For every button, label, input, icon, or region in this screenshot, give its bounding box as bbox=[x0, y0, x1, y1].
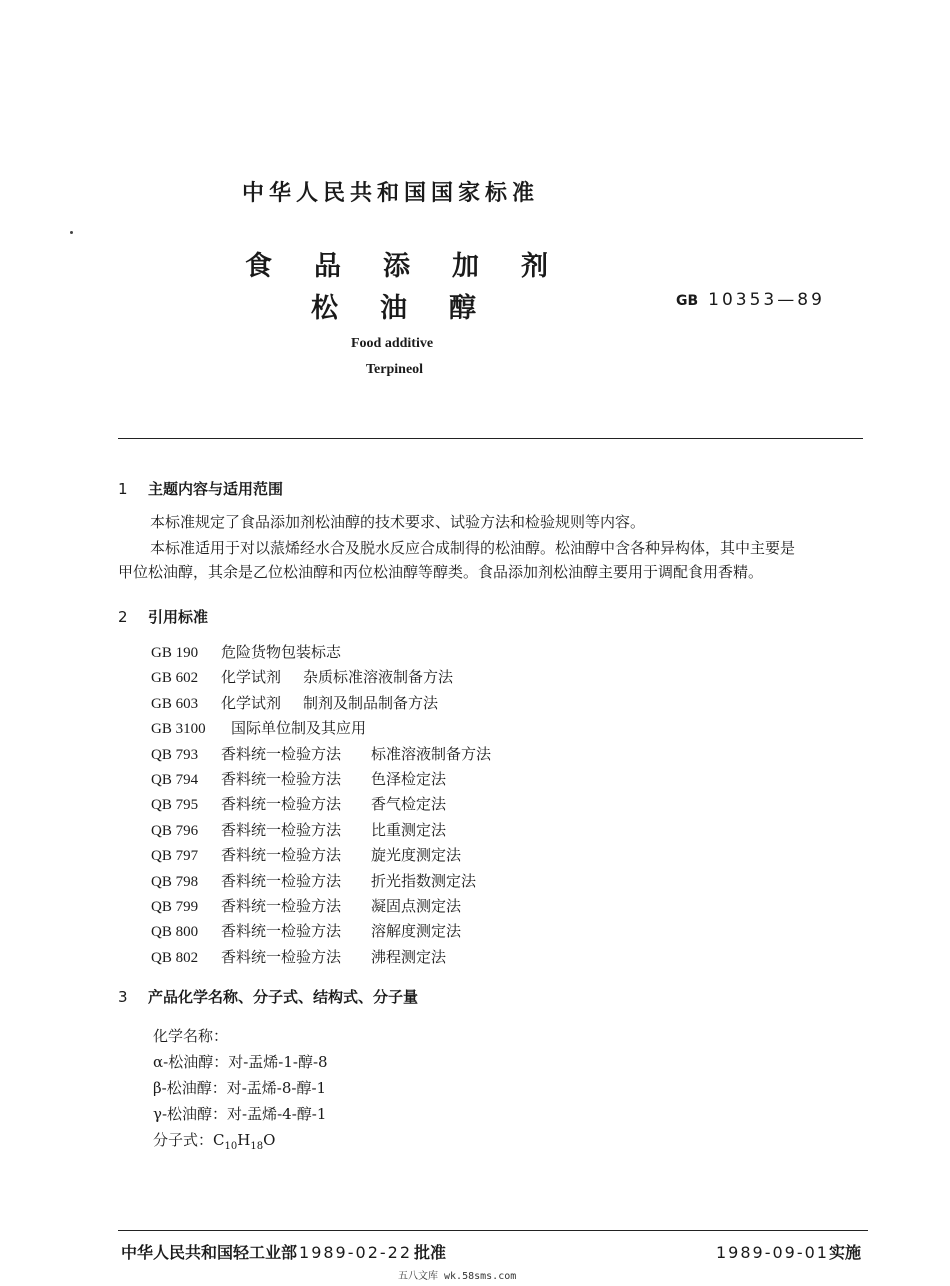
reference-title: 香料统一检验方法 bbox=[221, 896, 342, 915]
standard-code-number: 10353—89 bbox=[708, 290, 825, 310]
standard-category: 中华人民共和国国家标准 bbox=[242, 181, 540, 206]
reference-item bbox=[151, 792, 491, 817]
reference-code: QB 795 bbox=[151, 797, 199, 814]
reference-title: 香料统一检验方法 bbox=[221, 769, 342, 788]
reference-code: QB 800 bbox=[151, 924, 199, 941]
reference-title: 化学试剂 bbox=[221, 693, 282, 712]
reference-title: 国际单位制及其应用 bbox=[231, 719, 367, 738]
reference-subtitle: 标准溶液制备方法 bbox=[371, 744, 492, 763]
reference-subtitle: 沸程测定法 bbox=[371, 947, 447, 966]
title-char: 醇 bbox=[449, 293, 476, 324]
formula-c-sub: 10 bbox=[224, 1141, 238, 1152]
reference-subtitle: 杂质标准溶液制备方法 bbox=[303, 668, 454, 687]
chemical-name-label: 化学名称： bbox=[153, 1027, 229, 1045]
reference-code: GB 3100 bbox=[151, 721, 206, 738]
scan-speck bbox=[70, 231, 73, 234]
reference-subtitle: 比重测定法 bbox=[371, 820, 447, 839]
reference-code: QB 794 bbox=[151, 771, 199, 788]
reference-item bbox=[151, 691, 491, 716]
reference-subtitle: 香气检定法 bbox=[371, 795, 447, 814]
reference-subtitle: 溶解度测定法 bbox=[371, 922, 462, 941]
paragraph-line: 本标准规定了食品添加剂松油醇的技术要求、试验方法和检验规则等内容。 bbox=[150, 513, 646, 531]
reference-title: 香料统一检验方法 bbox=[221, 846, 342, 865]
section-3-heading bbox=[118, 986, 418, 1007]
english-title-2: Terpineol bbox=[366, 362, 424, 377]
approver: 中华人民共和国轻工业部 bbox=[121, 1243, 298, 1262]
reference-item bbox=[151, 640, 491, 665]
reference-subtitle: 色泽检定法 bbox=[371, 769, 447, 788]
reference-subtitle: 旋光度测定法 bbox=[371, 846, 462, 865]
section-1-heading bbox=[118, 478, 283, 499]
reference-list bbox=[151, 640, 491, 970]
reference-code: GB 603 bbox=[151, 695, 199, 712]
reference-code: QB 799 bbox=[151, 898, 199, 915]
formula-label: 分子式： bbox=[153, 1131, 214, 1149]
formula-o: O bbox=[263, 1131, 276, 1149]
reference-title: 香料统一检验方法 bbox=[221, 744, 342, 763]
section-1-paragraph-2 bbox=[118, 536, 863, 584]
reference-subtitle: 制剂及制品制备方法 bbox=[303, 693, 439, 712]
header-divider bbox=[118, 438, 863, 439]
reference-title: 香料统一检验方法 bbox=[221, 947, 342, 966]
reference-title: 香料统一检验方法 bbox=[221, 795, 342, 814]
reference-code: GB 602 bbox=[151, 670, 199, 687]
formula-c: C bbox=[213, 1131, 225, 1149]
standard-code-prefix: GB bbox=[676, 293, 699, 309]
section-number: 1 bbox=[118, 480, 128, 498]
standard-code bbox=[676, 290, 825, 310]
reference-title: 化学试剂 bbox=[221, 668, 282, 687]
title-char: 食 bbox=[245, 251, 272, 282]
approval-word: 批准 bbox=[414, 1243, 447, 1262]
reference-item bbox=[151, 894, 491, 919]
section-title: 主题内容与适用范围 bbox=[148, 480, 284, 498]
reference-item bbox=[151, 919, 491, 944]
formula-h: H bbox=[237, 1131, 251, 1149]
title-chinese-line2 bbox=[311, 286, 518, 325]
reference-code: GB 190 bbox=[151, 645, 199, 661]
reference-item bbox=[151, 665, 491, 690]
section-number: 2 bbox=[118, 608, 128, 626]
reference-subtitle: 折光指数测定法 bbox=[371, 871, 477, 890]
reference-code: QB 802 bbox=[151, 949, 199, 966]
reference-title: 危险货物包装标志 bbox=[221, 643, 342, 661]
reference-item bbox=[151, 767, 491, 792]
alpha-terpineol: α-松油醇：对-盂烯-1-醇-8 bbox=[153, 1053, 328, 1071]
title-chinese-line1 bbox=[245, 244, 590, 283]
reference-item bbox=[151, 945, 491, 970]
approval-line bbox=[121, 1240, 446, 1263]
title-char: 油 bbox=[380, 293, 407, 324]
reference-item bbox=[151, 818, 491, 843]
reference-code: QB 798 bbox=[151, 873, 199, 890]
title-char: 松 bbox=[311, 293, 338, 324]
reference-title: 香料统一检验方法 bbox=[221, 922, 342, 941]
molecular-formula bbox=[153, 1127, 328, 1153]
section-title: 引用标准 bbox=[148, 608, 209, 626]
watermark: 五八文库 wk.58sms.com bbox=[398, 1271, 517, 1282]
section-1-paragraph-1 bbox=[118, 510, 863, 534]
section-2-heading bbox=[118, 606, 208, 627]
paragraph-line: 本标准适用于对以蒎烯经水合及脱水反应合成制得的松油醇。松油醇中含各种异构体，其中主要是 bbox=[150, 539, 796, 557]
chemical-info bbox=[153, 1023, 328, 1153]
title-char: 添 bbox=[383, 251, 410, 282]
paragraph-line: 甲位松油醇，其余是乙位松油醇和丙位松油醇等醇类。食品添加剂松油醇主要用于调配食用香精。 bbox=[118, 563, 764, 581]
section-number: 3 bbox=[118, 988, 128, 1006]
gamma-terpineol: γ-松油醇：对-盂烯-4-醇-1 bbox=[153, 1105, 327, 1123]
reference-item bbox=[151, 843, 491, 868]
title-char: 加 bbox=[452, 251, 479, 282]
effective-word: 实施 bbox=[828, 1243, 861, 1262]
reference-code: QB 793 bbox=[151, 746, 199, 763]
footer-divider bbox=[118, 1230, 868, 1231]
effective-date: 1989-09-01 bbox=[716, 1243, 829, 1262]
reference-title: 香料统一检验方法 bbox=[221, 871, 342, 890]
beta-terpineol: β-松油醇：对-盂烯-8-醇-1 bbox=[153, 1079, 327, 1097]
reference-item bbox=[151, 742, 491, 767]
title-char: 品 bbox=[314, 251, 341, 282]
formula-h-sub: 18 bbox=[250, 1141, 264, 1152]
reference-item bbox=[151, 869, 491, 894]
title-char: 剂 bbox=[521, 251, 548, 282]
effective-line bbox=[716, 1240, 861, 1263]
reference-code: QB 797 bbox=[151, 848, 199, 865]
reference-subtitle: 凝固点测定法 bbox=[371, 896, 462, 915]
reference-title: 香料统一检验方法 bbox=[221, 820, 342, 839]
english-title-1: Food additive bbox=[351, 336, 434, 351]
reference-item bbox=[151, 716, 491, 741]
approval-date: 1989-02-22 bbox=[299, 1243, 412, 1262]
reference-code: QB 796 bbox=[151, 822, 199, 839]
section-title: 产品化学名称、分子式、结构式、分子量 bbox=[148, 988, 419, 1006]
